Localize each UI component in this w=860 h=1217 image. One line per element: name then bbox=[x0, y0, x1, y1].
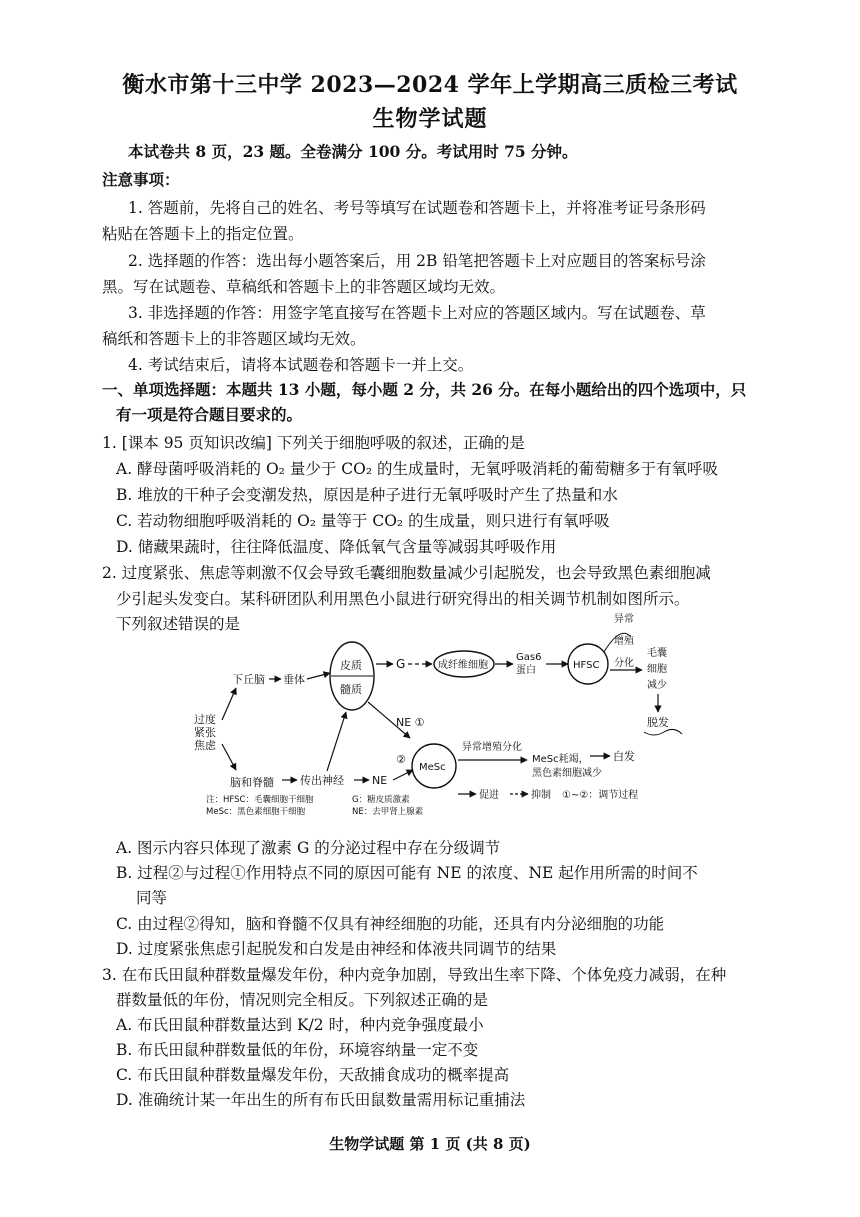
gas6-label: Gas6 bbox=[516, 652, 542, 663]
notice-line: 粘贴在答题卡上的指定位置。 bbox=[102, 225, 304, 243]
hairloss-underline bbox=[644, 729, 682, 735]
question-3-option-a: A. 布氏田鼠种群数量达到 K/2 时，种内竞争强度最小 bbox=[116, 1016, 484, 1034]
notice-line: 4. 考试结束后，请将本试题卷和答题卡一并上交。 bbox=[128, 356, 474, 374]
mesc-depletion-label: MeSc耗竭， bbox=[532, 754, 589, 765]
arrow-stress-hypothalamus bbox=[222, 688, 236, 720]
gas6-label: 蛋白 bbox=[516, 665, 536, 676]
question-3-option-b: B. 布氏田鼠种群数量低的年份，环境容纳量一定不变 bbox=[116, 1041, 479, 1059]
question-3-option-d: D. 准确统计某一年出生的所有布氏田鼠数量需用标记重捕法 bbox=[116, 1091, 526, 1109]
question-1-stem: 1. [课本 95 页知识改编] 下列关于细胞呼吸的叙述，正确的是 bbox=[102, 434, 525, 452]
mesc-abnormal-label: 异常增殖分化 bbox=[462, 742, 522, 753]
section-heading: 一、单项选择题：本题共 13 小题，每小题 2 分，共 26 分。在每小题给出的四个选项中，只 bbox=[102, 380, 747, 399]
arrow-pituitary-adrenal bbox=[307, 673, 330, 679]
exam-subject: 生物学试题 bbox=[372, 106, 488, 132]
exam-title: 衡水市第十三中学 2023—2024 学年上学期高三质检三考试 bbox=[122, 72, 738, 98]
question-2-option-d: D. 过度紧张焦虑引起脱发和白发是由神经和体液共同调节的结果 bbox=[116, 940, 557, 958]
question-2-stem: 2. 过度紧张、焦虑等刺激不仅会导致毛囊细胞数量减少引起脱发，也会导致黑色素细胞减 bbox=[102, 564, 711, 582]
question-2-stem: 下列叙述错误的是 bbox=[116, 615, 241, 633]
notice-line: 3. 非选择题的作答：用签字笔直接写在答题卡上对应的答题区域内。写在试题卷、草 bbox=[128, 304, 706, 322]
stress-label: 焦虑 bbox=[194, 739, 216, 752]
hfsc-abnormal-label: 增殖 bbox=[614, 636, 634, 647]
question-3-stem: 3. 在布氏田鼠种群数量爆发年份，种内竞争加剧，导致出生率下降、个体免疫力减弱，在种 bbox=[102, 966, 727, 984]
adrenal-medulla-label: 髓质 bbox=[340, 683, 362, 696]
notice-line: 1. 答题前，先将自己的姓名、考号等填写在试题卷和答题卡上，并将准考证号条形码 bbox=[128, 199, 706, 217]
note-mesc: MeSc：黑色素细胞干细胞 bbox=[206, 807, 306, 817]
hfsc-label: HFSC bbox=[573, 660, 600, 671]
notice-heading: 注意事项： bbox=[102, 170, 180, 189]
note-g: G：糖皮质激素 bbox=[352, 795, 410, 805]
hairloss-label: 脱发 bbox=[647, 716, 669, 729]
page-footer: 生物学试题 第 1 页 (共 8 页) bbox=[329, 1135, 531, 1153]
legend-inhibit-label: 抑制 bbox=[531, 790, 551, 801]
mesc-depletion-label: 黑色素细胞减少 bbox=[532, 768, 602, 779]
question-1-option-b: B. 堆放的干种子会变潮发热，原因是种子进行无氧呼吸时产生了热量和水 bbox=[116, 486, 618, 504]
white-hair-label: 白发 bbox=[613, 750, 635, 763]
arrow-ne-mesc bbox=[393, 770, 413, 780]
hypothalamus-label: 下丘脑 bbox=[232, 673, 265, 686]
regulation-diagram bbox=[192, 608, 692, 818]
notice-line: 黑。写在试题卷、草稿纸和答题卡上的非答题区域均无效。 bbox=[102, 278, 506, 296]
notice-line: 稿纸和答题卡上的非答题区域均无效。 bbox=[102, 330, 366, 348]
process-2-mark: ② bbox=[396, 753, 406, 766]
hfsc-abnormal-label: 分化 bbox=[614, 658, 634, 669]
question-2-option-b: 同等 bbox=[136, 889, 168, 907]
stress-label: 过度 bbox=[194, 713, 216, 726]
question-1-option-d: D. 储藏果蔬时，往往降低温度、降低氧气含量等减弱其呼吸作用 bbox=[116, 538, 557, 556]
arrow-stress-brain bbox=[222, 744, 236, 770]
legend-process-label: ①~②：调节过程 bbox=[562, 790, 639, 801]
question-1-option-c: C. 若动物细胞呼吸消耗的 O₂ 量等于 CO₂ 的生成量，则只进行有氧呼吸 bbox=[116, 512, 610, 530]
question-2-option-a: A. 图示内容只体现了激素 G 的分泌过程中存在分级调节 bbox=[116, 839, 501, 857]
pituitary-label: 垂体 bbox=[283, 673, 305, 686]
question-2-stem: 少引起头发变白。某科研团队利用黑色小鼠进行研究得出的相关调节机制如图所示。 bbox=[116, 590, 690, 608]
exam-info: 本试卷共 8 页，23 题。全卷满分 100 分。考试用时 75 分钟。 bbox=[128, 142, 578, 161]
hair-follicle-label: 毛囊 bbox=[647, 648, 667, 659]
notice-line: 2. 选择题的作答：选出每小题答案后，用 2B 铅笔把答题卡上对应题目的答案标号涂 bbox=[128, 252, 706, 270]
question-3-stem: 群数量低的年份，情况则完全相反。下列叙述正确的是 bbox=[116, 991, 489, 1009]
mesc-label: MeSc bbox=[419, 762, 446, 773]
ne-process-1-label: NE ① bbox=[396, 716, 425, 729]
arrow-efferent-medulla bbox=[327, 712, 346, 771]
hfsc-abnormal-label: 异常 bbox=[614, 614, 634, 625]
stress-label: 紧张 bbox=[194, 726, 216, 739]
adrenal-cortex-label: 皮质 bbox=[340, 659, 362, 672]
note-hfsc: 注：HFSC：毛囊细胞干细胞 bbox=[206, 795, 314, 805]
note-ne: NE：去甲肾上腺素 bbox=[352, 807, 424, 817]
question-1-option-a: A. 酵母菌呼吸消耗的 O₂ 量少于 CO₂ 的生成量时，无氧呼吸消耗的葡萄糖多于有氧呼吸 bbox=[116, 460, 718, 478]
hair-follicle-label: 减少 bbox=[647, 680, 667, 691]
question-2-option-b: B. 过程②与过程①作用特点不同的原因可能有 NE 的浓度、NE 起作用所需的时间不 bbox=[116, 864, 698, 882]
question-3-option-c: C. 布氏田鼠种群数量爆发年份，天敌捕食成功的概率提高 bbox=[116, 1066, 510, 1084]
legend-promote-label: 促进 bbox=[479, 790, 499, 801]
section-heading: 有一项是符合题目要求的。 bbox=[116, 405, 303, 424]
hair-follicle-label: 细胞 bbox=[647, 664, 667, 675]
question-2-option-c: C. 由过程②得知，脑和脊髓不仅具有神经细胞的功能，还具有内分泌细胞的功能 bbox=[116, 915, 665, 933]
brain-spine-label: 脑和脊髓 bbox=[230, 776, 274, 789]
ne-label: NE bbox=[372, 774, 388, 787]
efferent-nerve-label: 传出神经 bbox=[300, 774, 344, 787]
hormone-g-label: G bbox=[396, 657, 406, 671]
fibroblast-label: 成纤维细胞 bbox=[438, 660, 488, 671]
